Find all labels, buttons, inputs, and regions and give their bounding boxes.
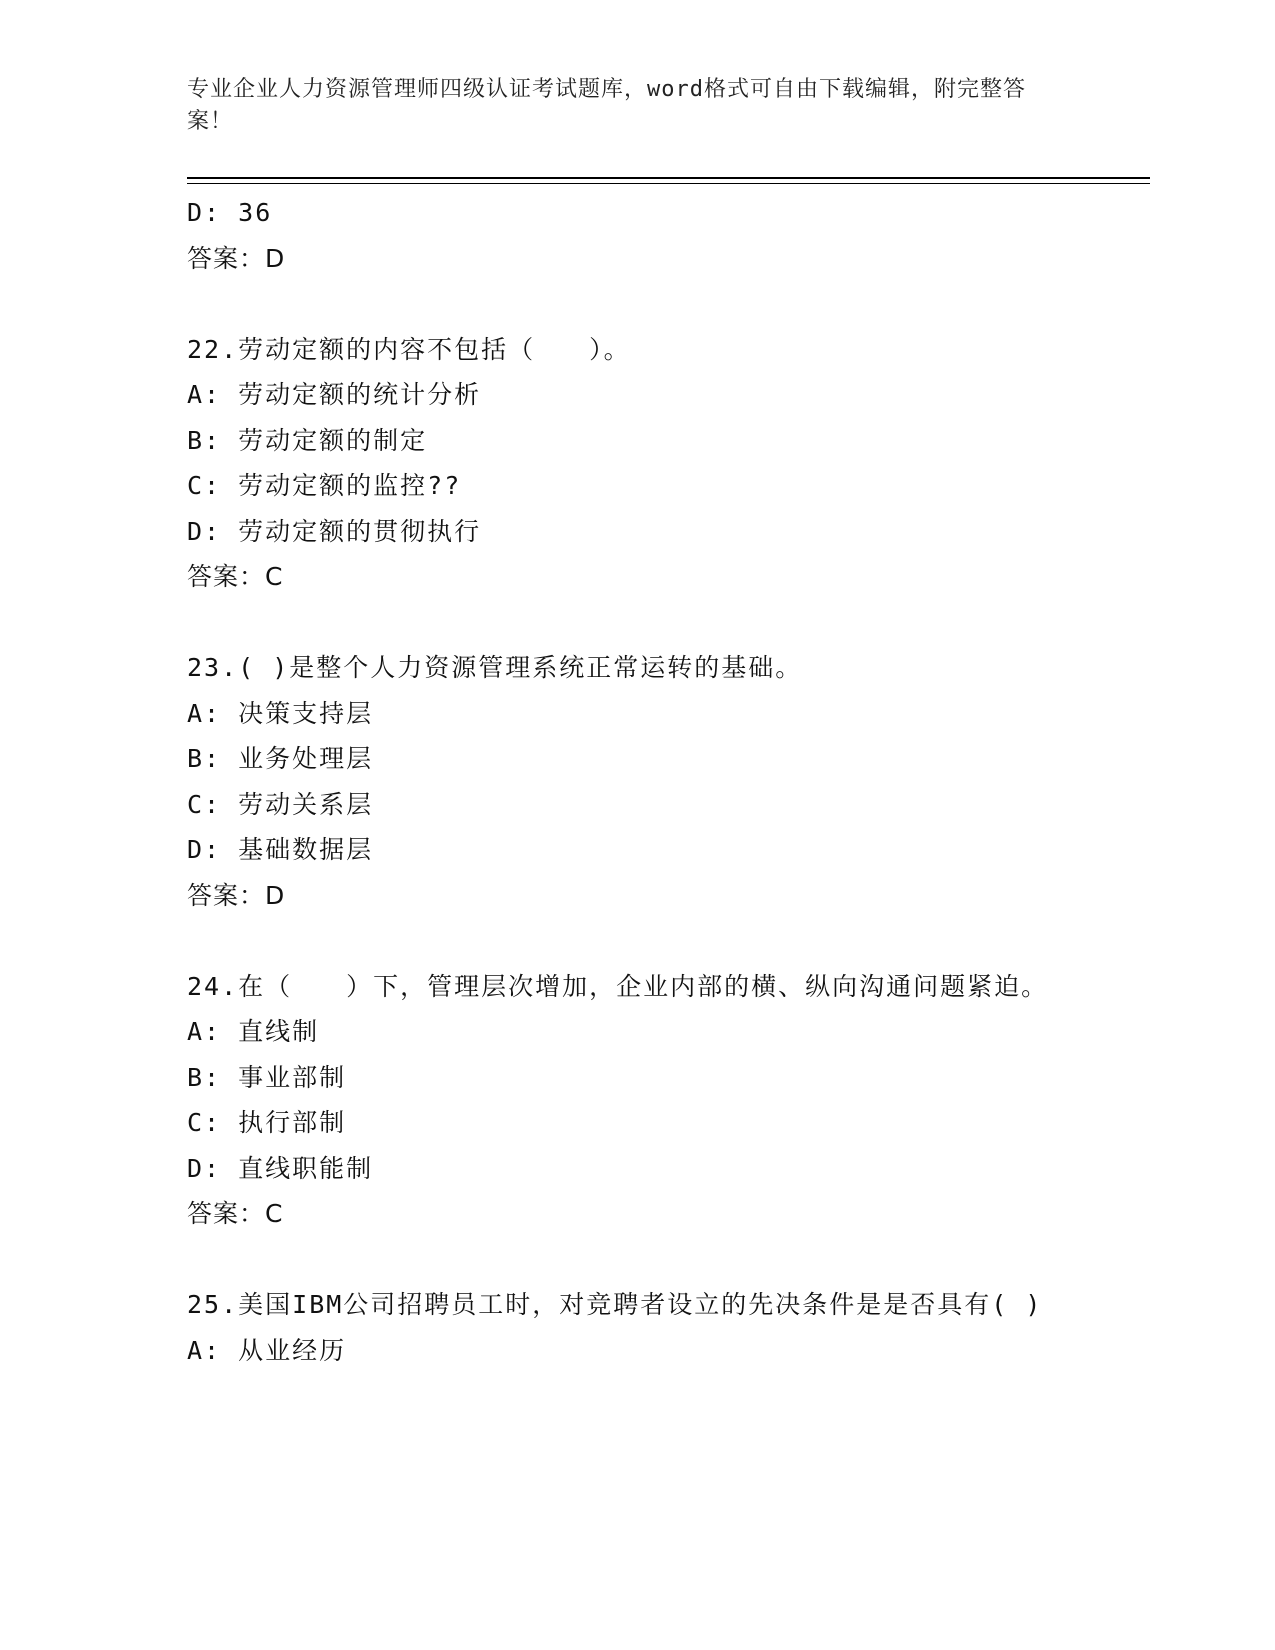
header-divider-thin — [187, 183, 1150, 184]
option-c: C: 劳动关系层 — [187, 789, 374, 819]
option-a: A: 决策支持层 — [187, 698, 374, 728]
question-text: 22.劳动定额的内容不包括（ ）。 — [187, 334, 631, 364]
option-c: C: 执行部制 — [187, 1108, 347, 1137]
option-a: A: 从业经历 — [187, 1335, 347, 1365]
answer-line: 答案：D — [187, 243, 286, 273]
header-divider-thick — [187, 177, 1150, 179]
option-d: D: 直线职能制 — [187, 1153, 374, 1183]
option-b: B: 劳动定额的制定 — [187, 425, 428, 455]
option-b: B: 业务处理层 — [187, 744, 374, 773]
page-header: 专业企业人力资源管理师四级认证考试题库，word格式可自由下载编辑，附完整答案！ — [187, 77, 1026, 134]
question-text: 24.在（ ）下，管理层次增加，企业内部的横、纵向沟通问题紧迫。 — [187, 971, 1049, 1001]
option-d: D: 36 — [187, 198, 273, 227]
option-c: C: 劳动定额的监控?? — [187, 471, 462, 500]
question-22 — [187, 327, 1087, 600]
option-a: A: 直线制 — [187, 1017, 320, 1046]
question-continuation — [187, 190, 1087, 281]
option-a: A: 劳动定额的统计分析 — [187, 380, 482, 409]
question-25 — [187, 1282, 1087, 1373]
spacer — [187, 918, 1087, 964]
question-24 — [187, 964, 1087, 1237]
question-23 — [187, 645, 1087, 918]
answer-line: 答案：D — [187, 880, 286, 910]
option-d: D: 基础数据层 — [187, 835, 374, 864]
question-text: 23.( )是整个人力资源管理系统正常运转的基础。 — [187, 653, 803, 682]
option-b: B: 事业部制 — [187, 1062, 347, 1092]
question-text: 25.美国IBM公司招聘员工时，对竞聘者设立的先决条件是是否具有( ) — [187, 1290, 1043, 1319]
spacer — [187, 1237, 1087, 1283]
spacer — [187, 281, 1087, 327]
question-list — [187, 190, 1087, 1373]
option-d: D: 劳动定额的贯彻执行 — [187, 516, 482, 546]
answer-line: 答案：C — [187, 562, 284, 591]
spacer — [187, 600, 1087, 646]
answer-line: 答案：C — [187, 1199, 284, 1228]
